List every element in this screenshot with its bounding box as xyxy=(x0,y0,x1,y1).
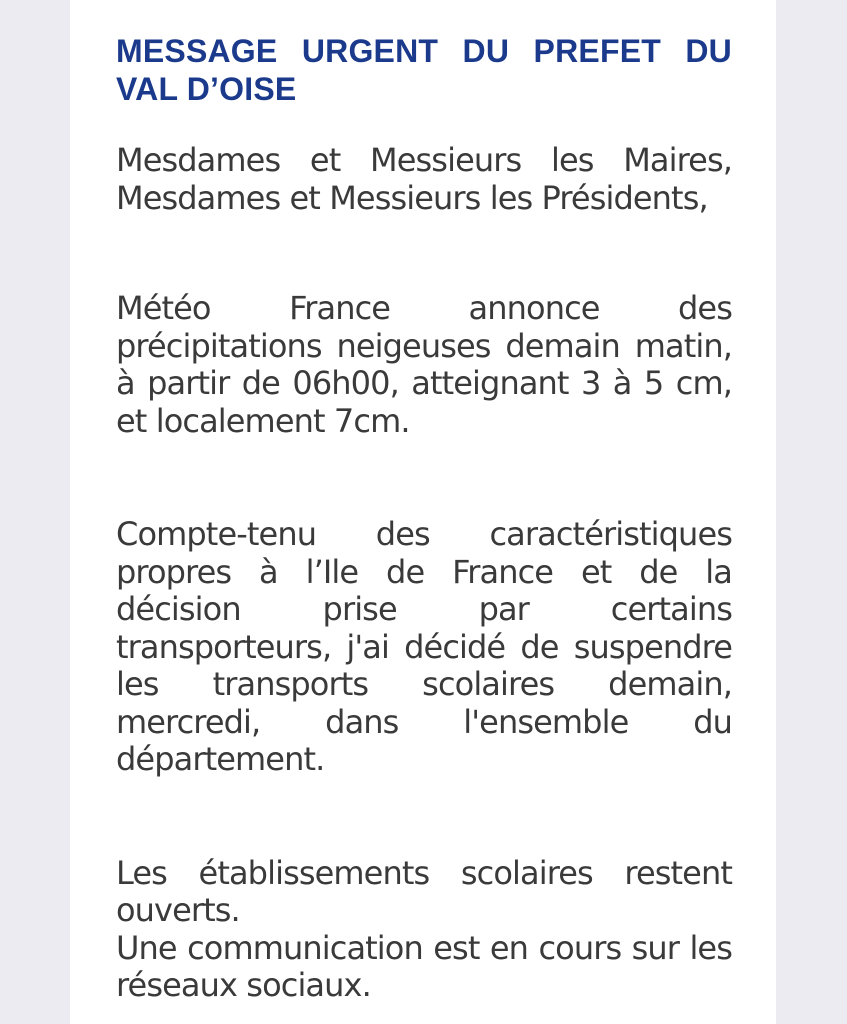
message-title: MESSAGE URGENT DU PREFET DU VAL D’OISE xyxy=(116,33,732,107)
paragraph-communication: Une communication est en cours sur les réseaux sociaux. xyxy=(116,928,732,1004)
message-card xyxy=(70,0,776,1024)
salutation: Mesdames et Messieurs les Maires, Mesdames et Messieurs les Présidents, xyxy=(116,141,732,217)
paragraph-schools: Les établissements scolaires restent ouverts. xyxy=(116,853,732,929)
paragraph-decision: Compte-tenu des caractéristiques propres à l’Ile de France et de la décision prise par certains transporteurs, j'ai décidé de suspendre les transports scolaires demain, mercredi, dans l'ensemble du département. xyxy=(116,515,732,778)
message-content xyxy=(116,32,732,1005)
paragraph-weather: Météo France annonce des précipitations neigeuses demain matin, à partir de 06h00, atteignant 3 à 5 cm, et localement 7cm. xyxy=(116,289,732,440)
